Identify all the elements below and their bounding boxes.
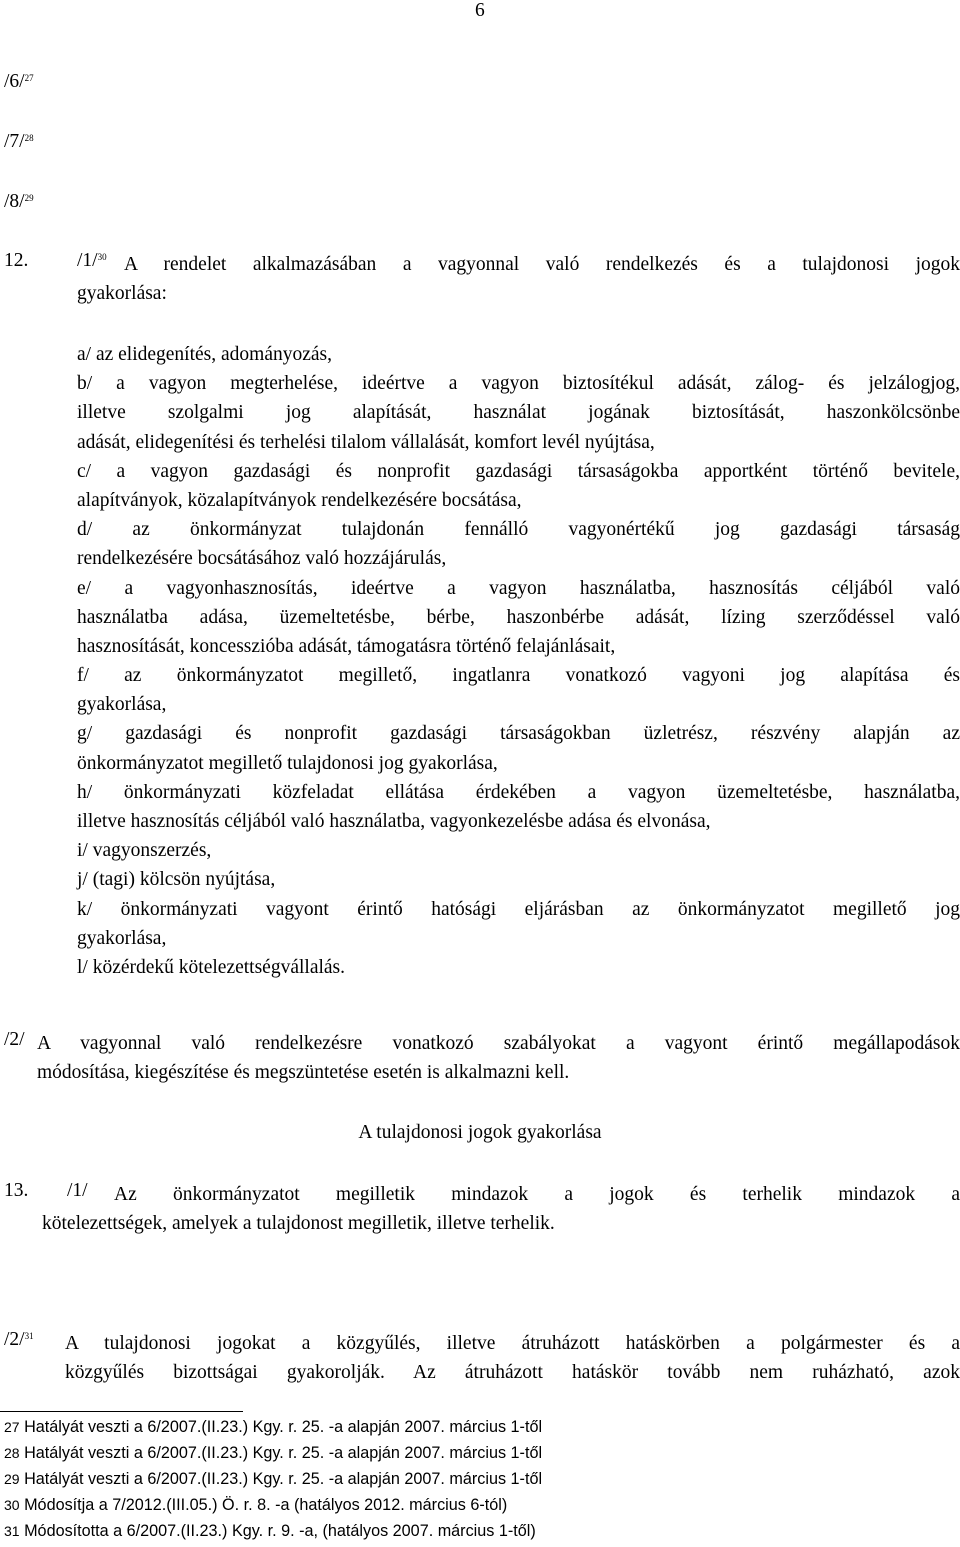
footnote: 28 Hatályát veszti a 6/2007.(II.23.) Kgy. r. 25. -a alapján 2007. március 1-től [4, 1444, 543, 1462]
paragraph-label: /1/$^{30}$ [77, 250, 107, 271]
list-line: gyakorlása, [77, 927, 167, 949]
page-number: 6 [475, 0, 485, 21]
section-sign-placeholder [28, 250, 33, 271]
enumeration-list [77, 340, 960, 982]
footnote-ref: 29 [24, 193, 34, 203]
footnote-separator [0, 1411, 243, 1412]
paragraph-label: /2/$^{31}$ [4, 1329, 34, 1350]
list-line: k/ önkormányzati vagyont érintő hatósági eljárásban az önkormányzatot megillető jog [77, 898, 960, 920]
repealed-item-label: /6/ [4, 71, 25, 92]
section-number: 12. [4, 250, 33, 272]
list-line: f/ az önkormányzatot megillető, ingatlanra vonatkozó vagyoni jog alapítása és [77, 665, 960, 687]
paragraph-label: /2/ [4, 1029, 25, 1050]
list-line: i/ vagyonszerzés, [77, 840, 212, 862]
list-line: használatba adása, üzemeltetésbe, bérbe, haszonbérbe adását, lízing szerződéssel való [77, 606, 960, 628]
list-line: h/ önkormányzati közfeladat ellátása érdekében a vagyon üzemeltetésbe, használatba, [77, 781, 960, 803]
footnote-ref: 27 [24, 73, 34, 83]
list-line: adását, elidegenítési és terhelési tilalom vállalását, komfort levél nyújtása, [77, 431, 655, 453]
list-line: g/ gazdasági és nonprofit gazdasági társaságokban üzletrész, részvény alapján az [77, 723, 960, 745]
footnote: 29 Hatályát veszti a 6/2007.(II.23.) Kgy. r. 25. -a alapján 2007. március 1-től [4, 1470, 543, 1488]
repealed-item [4, 71, 34, 93]
footnote-ref: 28 [24, 133, 34, 143]
list-line: hasznosítását, koncesszióba adását, támogatásra történő felajánlásait, [77, 635, 616, 657]
list-line: d/ az önkormányzat tulajdonán fennálló vagyonértékű jog gazdasági társaság [77, 519, 960, 541]
paragraph-text: A vagyonnal való rendelkezésre vonatkozó szabályokat a vagyont érintő megállapodások módosítása, kiegészítése és megszüntetése esetén is alkalmazni kell. [37, 1033, 960, 1084]
list-line: rendelkezésére bocsátásához való hozzájárulás, [77, 548, 447, 570]
footnote-ref: 31 [24, 1331, 34, 1341]
list-line: gyakorlása, [77, 694, 167, 716]
paragraph-text: A tulajdonosi jogokat a közgyűlés, illetve átruházott hatáskörben a polgármester és a közgyűlés bizottságai gyakorolják. Az átruházott hatáskör tovább nem ruházható, azok [65, 1333, 960, 1384]
list-line: b/ a vagyon megterhelése, ideértve a vagyon biztosítékul adását, zálog- és jelzálogjog, [77, 373, 960, 395]
section-number: 13. [4, 1180, 29, 1201]
repealed-item-label: /7/ [4, 131, 25, 152]
list-line: alapítványok, közalapítványok rendelkezésére bocsátása, [77, 489, 522, 511]
list-line: a/ az elidegenítés, adományozás, [77, 344, 333, 365]
list-line: önkormányzatot megillető tulajdonosi jog gyakorlása, [77, 752, 498, 774]
repealed-item [4, 131, 34, 153]
list-line: j/ (tagi) kölcsön nyújtása, [77, 869, 276, 891]
footnote: 27 Hatályát veszti a 6/2007.(II.23.) Kgy. r. 25. -a alapján 2007. március 1-től [4, 1418, 543, 1436]
paragraph-label: /1/ [67, 1180, 88, 1201]
footnote: 31 Módosította a 6/2007.(II.23.) Kgy. r. 9. -a, (hatályos 2007. március 1-től) [4, 1522, 536, 1540]
repealed-item-label: /8/ [4, 191, 25, 212]
list-line: illetve szolgalmi jog alapítását, használat jogának biztosítását, haszonkölcsönbe [77, 402, 960, 424]
footnote-ref: 30 [97, 252, 107, 262]
intro-line: gyakorlása: [77, 283, 167, 304]
section-heading: A tulajdonosi jogok gyakorlása [358, 1122, 602, 1143]
list-line: e/ a vagyonhasznosítás, ideértve a vagyon használatba, hasznosítás céljából való [77, 577, 960, 599]
intro-line: A rendelet alkalmazásában a vagyonnal való rendelkezés és a tulajdonosi jogok [124, 254, 960, 275]
footnote: 30 Módosítja a 7/2012.(III.05.) Ö. r. 8. -a (hatályos 2012. március 6-tól) [4, 1496, 508, 1514]
paragraph-text: Az önkormányzatot megilletik mindazok a jogok és terhelik mindazok a kötelezettségek, amelyek a tulajdonost megilletik, illetve terhelik. [42, 1184, 960, 1235]
list-line: l/ közérdekű kötelezettségvállalás. [77, 956, 346, 978]
list-line: c/ a vagyon gazdasági és nonprofit gazdasági társaságokba apportként történő bevitele, [77, 460, 960, 482]
repealed-item [4, 191, 34, 213]
list-line: illetve hasznosítás céljából való használatba, vagyonkezelésbe adása és elvonása, [77, 811, 711, 832]
